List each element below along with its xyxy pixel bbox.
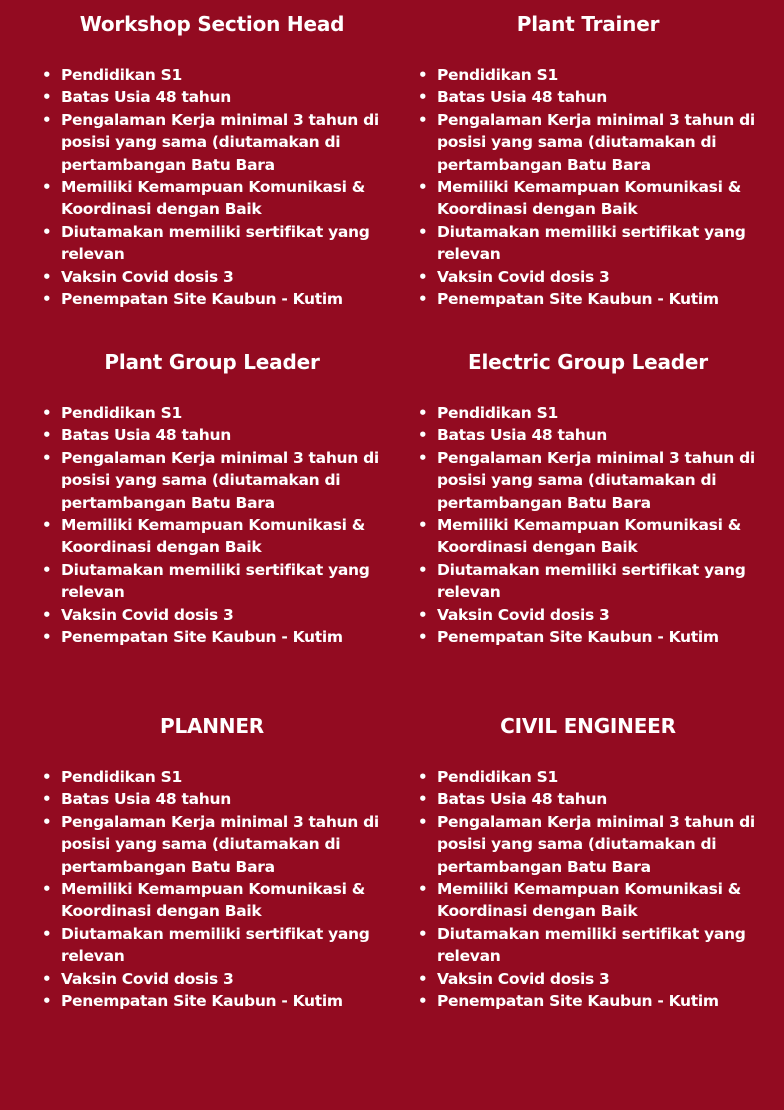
bullet-icon: • xyxy=(418,516,428,535)
requirement-item xyxy=(42,766,382,788)
requirement-text: Diutamakan memiliki sertifikat yang relevan xyxy=(437,560,746,602)
job-card-workshop-section-head xyxy=(42,10,382,310)
bullet-icon: • xyxy=(418,628,428,647)
requirement-text: Batas Usia 48 tahun xyxy=(61,790,231,809)
bullet-icon: • xyxy=(418,178,428,197)
requirement-item xyxy=(42,424,382,446)
bullet-icon: • xyxy=(418,404,428,422)
requirement-item xyxy=(42,288,382,310)
requirement-text: Penempatan Site Kaubun - Kutim xyxy=(61,290,343,309)
requirement-text: Pendidikan S1 xyxy=(61,66,182,84)
requirement-text: Memiliki Kemampuan Komunikasi & Koordinasi dengan Baik xyxy=(437,880,741,921)
bullet-icon: • xyxy=(418,110,428,129)
requirement-item xyxy=(418,176,758,221)
requirement-text: Penempatan Site Kaubun - Kutim xyxy=(437,992,719,1011)
requirement-text: Batas Usia 48 tahun xyxy=(437,88,607,107)
bullet-icon: • xyxy=(42,178,52,197)
requirement-text: Batas Usia 48 tahun xyxy=(61,426,231,445)
requirement-item xyxy=(42,968,382,990)
job-title: Electric Group Leader xyxy=(468,350,708,374)
requirement-text: Memiliki Kemampuan Komunikasi & Koordinasi dengan Baik xyxy=(61,516,365,557)
bullet-icon: • xyxy=(42,969,52,988)
requirement-text: Pengalaman Kerja minimal 3 tahun di posisi yang sama (diutamakan di pertambangan Batu Bara xyxy=(437,448,755,512)
requirement-item xyxy=(42,402,382,424)
bullet-icon: • xyxy=(42,88,52,107)
job-card-plant-group-leader xyxy=(42,348,382,648)
requirement-item xyxy=(418,604,758,626)
requirement-text: Diutamakan memiliki sertifikat yang relevan xyxy=(437,222,746,264)
bullet-icon: • xyxy=(418,812,428,831)
requirement-item xyxy=(418,288,758,310)
requirement-item xyxy=(42,86,382,108)
requirement-item xyxy=(418,626,758,648)
requirement-item xyxy=(418,923,758,968)
requirement-text: Penempatan Site Kaubun - Kutim xyxy=(61,992,343,1011)
requirement-text: Batas Usia 48 tahun xyxy=(437,790,607,809)
requirement-item xyxy=(418,86,758,108)
requirement-text: Penempatan Site Kaubun - Kutim xyxy=(437,290,719,309)
requirement-text: Pendidikan S1 xyxy=(437,404,558,422)
requirement-item xyxy=(418,221,758,266)
requirement-text: Pendidikan S1 xyxy=(437,66,558,84)
bullet-icon: • xyxy=(42,628,52,647)
bullet-icon: • xyxy=(418,290,428,309)
requirements-list xyxy=(418,766,758,1012)
requirement-text: Penempatan Site Kaubun - Kutim xyxy=(437,628,719,647)
requirement-text: Diutamakan memiliki sertifikat yang relevan xyxy=(61,222,370,264)
requirement-text: Diutamakan memiliki sertifikat yang relevan xyxy=(437,924,746,966)
bullet-icon: • xyxy=(418,88,428,107)
requirements-list xyxy=(42,64,382,310)
bullet-icon: • xyxy=(418,560,428,579)
requirement-item xyxy=(42,990,382,1012)
bullet-icon: • xyxy=(42,110,52,129)
requirement-text: Vaksin Covid dosis 3 xyxy=(61,267,234,286)
bullet-icon: • xyxy=(418,969,428,988)
bullet-icon: • xyxy=(42,560,52,579)
requirement-text: Penempatan Site Kaubun - Kutim xyxy=(61,628,343,647)
bullet-icon: • xyxy=(418,426,428,445)
requirement-item xyxy=(42,878,382,923)
requirement-text: Vaksin Covid dosis 3 xyxy=(61,969,234,988)
bullet-icon: • xyxy=(418,880,428,899)
bullet-icon: • xyxy=(418,66,428,84)
requirement-text: Memiliki Kemampuan Komunikasi & Koordinasi dengan Baik xyxy=(437,178,741,219)
requirement-item xyxy=(42,176,382,221)
bullet-icon: • xyxy=(42,426,52,445)
requirements-list xyxy=(42,766,382,1012)
bullet-icon: • xyxy=(42,267,52,286)
requirement-item xyxy=(418,811,758,878)
requirement-item xyxy=(42,64,382,86)
requirement-item xyxy=(418,878,758,923)
job-card-civil-engineer xyxy=(418,712,758,1012)
requirement-item xyxy=(42,559,382,604)
bullet-icon: • xyxy=(42,812,52,831)
requirement-text: Batas Usia 48 tahun xyxy=(437,426,607,445)
job-card-planner xyxy=(42,712,382,1012)
requirement-item xyxy=(42,109,382,176)
requirement-text: Diutamakan memiliki sertifikat yang relevan xyxy=(61,924,370,966)
requirement-item xyxy=(418,447,758,514)
requirement-item xyxy=(418,968,758,990)
requirement-item xyxy=(42,266,382,288)
job-card-plant-trainer xyxy=(418,10,758,310)
bullet-icon: • xyxy=(42,924,52,943)
bullet-icon: • xyxy=(42,290,52,309)
bullet-icon: • xyxy=(418,222,428,241)
requirement-text: Pengalaman Kerja minimal 3 tahun di posisi yang sama (diutamakan di pertambangan Batu Bara xyxy=(437,812,755,876)
job-title: Workshop Section Head xyxy=(79,12,345,36)
bullet-icon: • xyxy=(418,790,428,809)
bullet-icon: • xyxy=(418,605,428,624)
requirement-item xyxy=(42,514,382,559)
job-title: Plant Trainer xyxy=(516,12,660,36)
requirement-text: Vaksin Covid dosis 3 xyxy=(61,605,234,624)
requirement-text: Vaksin Covid dosis 3 xyxy=(437,267,610,286)
requirement-text: Vaksin Covid dosis 3 xyxy=(437,969,610,988)
requirement-item xyxy=(42,923,382,968)
requirement-text: Vaksin Covid dosis 3 xyxy=(437,605,610,624)
requirement-text: Pengalaman Kerja minimal 3 tahun di posisi yang sama (diutamakan di pertambangan Batu Bara xyxy=(437,110,755,174)
requirement-text: Pengalaman Kerja minimal 3 tahun di posisi yang sama (diutamakan di pertambangan Batu Bara xyxy=(61,812,379,876)
requirement-item xyxy=(418,559,758,604)
requirement-item xyxy=(42,788,382,810)
job-card-electric-group-leader xyxy=(418,348,758,648)
bullet-icon: • xyxy=(42,404,52,422)
bullet-icon: • xyxy=(42,880,52,899)
job-title: PLANNER xyxy=(159,714,265,738)
requirement-item xyxy=(42,604,382,626)
requirement-text: Pendidikan S1 xyxy=(61,404,182,422)
requirement-text: Pendidikan S1 xyxy=(61,768,182,786)
bullet-icon: • xyxy=(42,222,52,241)
requirement-text: Memiliki Kemampuan Komunikasi & Koordinasi dengan Baik xyxy=(61,880,365,921)
requirement-item xyxy=(418,766,758,788)
bullet-icon: • xyxy=(418,992,428,1011)
requirements-list xyxy=(418,64,758,310)
requirement-item xyxy=(418,402,758,424)
requirement-text: Batas Usia 48 tahun xyxy=(61,88,231,107)
requirement-text: Memiliki Kemampuan Komunikasi & Koordinasi dengan Baik xyxy=(437,516,741,557)
job-title: CIVIL ENGINEER xyxy=(500,714,676,738)
requirement-item xyxy=(418,266,758,288)
bullet-icon: • xyxy=(42,516,52,535)
requirement-text: Pengalaman Kerja minimal 3 tahun di posisi yang sama (diutamakan di pertambangan Batu Bara xyxy=(61,110,379,174)
requirement-text: Diutamakan memiliki sertifikat yang relevan xyxy=(61,560,370,602)
requirement-item xyxy=(42,447,382,514)
requirement-item xyxy=(418,514,758,559)
requirement-item xyxy=(418,64,758,86)
bullet-icon: • xyxy=(42,66,52,84)
requirement-item xyxy=(418,788,758,810)
requirement-text: Memiliki Kemampuan Komunikasi & Koordinasi dengan Baik xyxy=(61,178,365,219)
requirement-item xyxy=(418,990,758,1012)
requirement-item xyxy=(42,811,382,878)
requirement-item xyxy=(42,626,382,648)
requirement-text: Pengalaman Kerja minimal 3 tahun di posisi yang sama (diutamakan di pertambangan Batu Bara xyxy=(61,448,379,512)
requirements-list xyxy=(418,402,758,648)
requirement-text: Pendidikan S1 xyxy=(437,768,558,786)
bullet-icon: • xyxy=(42,768,52,786)
requirement-item xyxy=(418,424,758,446)
bullet-icon: • xyxy=(418,267,428,286)
bullet-icon: • xyxy=(418,448,428,467)
requirement-item xyxy=(42,221,382,266)
bullet-icon: • xyxy=(42,448,52,467)
bullet-icon: • xyxy=(42,790,52,809)
requirements-list xyxy=(42,402,382,648)
job-title: Plant Group Leader xyxy=(104,350,320,374)
bullet-icon: • xyxy=(418,924,428,943)
bullet-icon: • xyxy=(418,768,428,786)
bullet-icon: • xyxy=(42,992,52,1011)
bullet-icon: • xyxy=(42,605,52,624)
requirement-item xyxy=(418,109,758,176)
